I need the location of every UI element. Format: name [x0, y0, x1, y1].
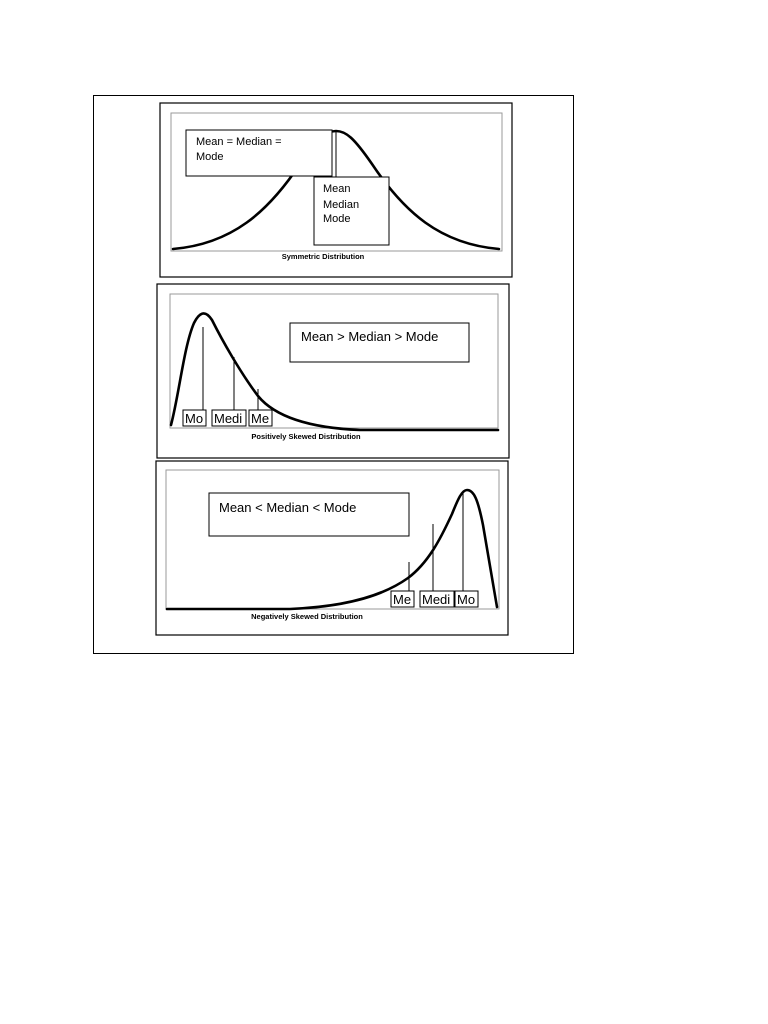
positive-tag-mode: Mo [185, 411, 204, 426]
symmetric-summary-line2: Mode [196, 151, 224, 163]
negative-tag-mode: Mo [457, 592, 476, 607]
negative-skew-panel [156, 461, 508, 635]
positive-skew-panel [157, 284, 509, 458]
negative-tag-median: Medi [422, 592, 451, 607]
negative-caption: Negatively Skewed Distribution [251, 612, 363, 621]
positive-caption: Positively Skewed Distribution [251, 432, 361, 441]
negative-summary-text: Mean < Median < Mode [219, 500, 357, 515]
negative-tag-mean: Me [393, 592, 412, 607]
symmetric-peak-label-mean: Mean [323, 183, 351, 195]
symmetric-peak-label-mode: Mode [323, 213, 351, 225]
symmetric-panel [160, 103, 512, 277]
positive-tag-mean: Me [251, 411, 270, 426]
symmetric-peak-label-median: Median [323, 199, 360, 211]
symmetric-summary-line1: Mean = Median = [196, 136, 282, 148]
positive-summary-text: Mean > Median > Mode [301, 329, 439, 344]
positive-tag-median: Medi [214, 411, 243, 426]
negative-panel-plot-area [166, 470, 499, 609]
symmetric-caption: Symmetric Distribution [281, 252, 365, 261]
